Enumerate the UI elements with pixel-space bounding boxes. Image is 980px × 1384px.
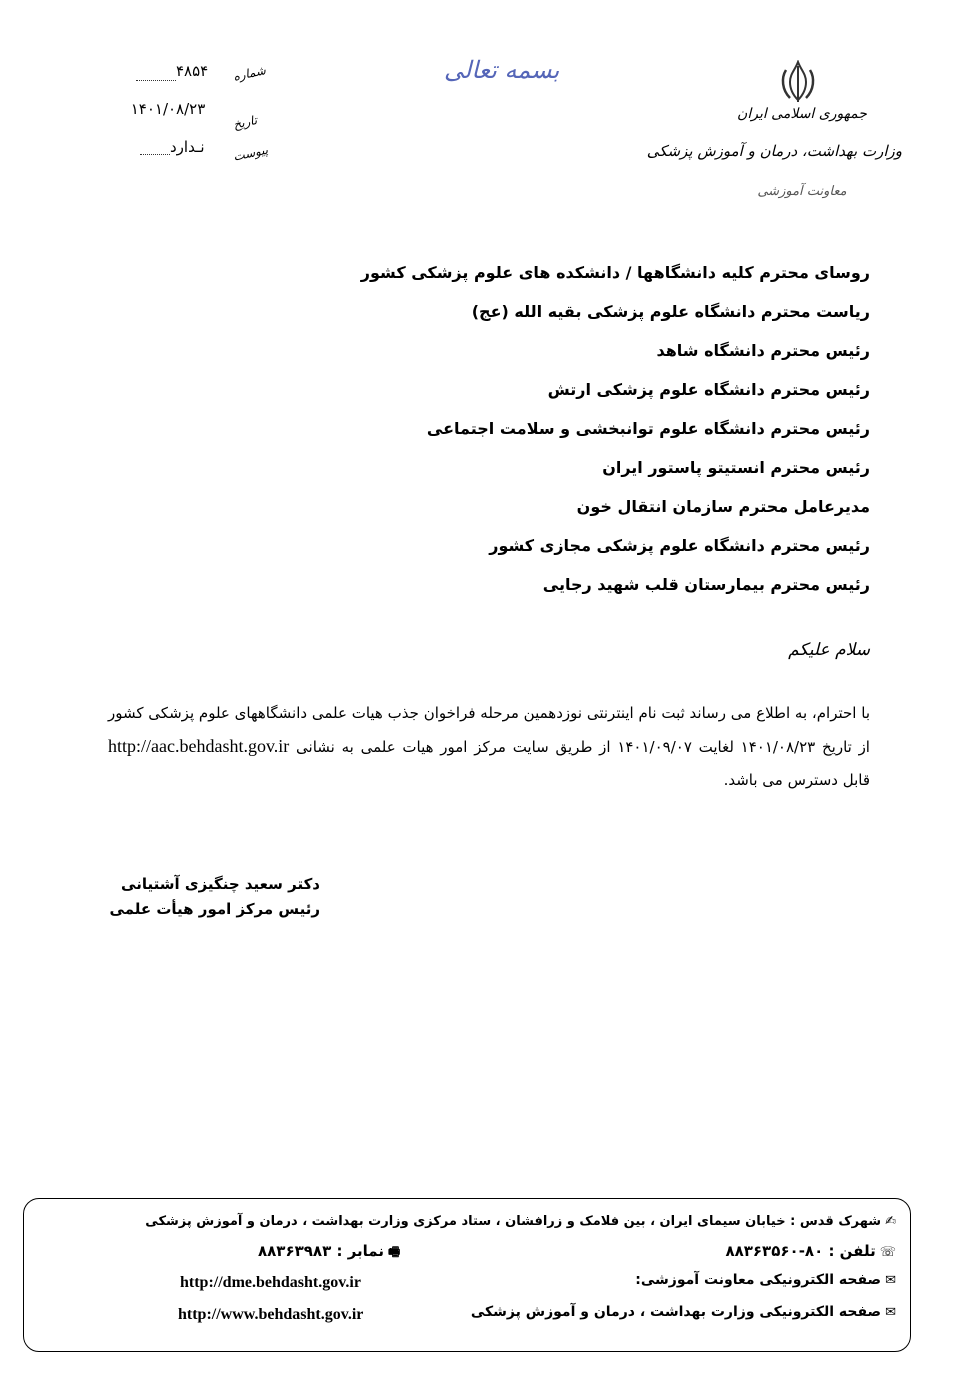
footer-ministry-label-text: صفحه الکترونیکی وزارت بهداشت ، درمان و آموزش پزشکی: [470, 1304, 882, 1320]
iran-emblem-icon: [778, 60, 818, 104]
footer-address: [145, 1214, 896, 1229]
footer-fax-text: نمابر : ۸۸۳۶۳۹۸۳: [258, 1242, 384, 1260]
footer-ministry-url-link[interactable]: http://www.behdasht.gov.ir: [178, 1306, 364, 1323]
recipient-line: ریاست محترم دانشگاه علوم پزشکی بقیه الله (عج): [471, 302, 870, 321]
footer-edu-url-link[interactable]: http://dme.behdasht.gov.ir: [180, 1274, 361, 1291]
number-label: شماره: [232, 63, 267, 84]
body-text-main: با احترام، به اطلاع می رساند ثبت نام اینترنتی نوزدهمین مرحله فراخوان جذب هیات علمی دانشگاههای علوم پزشکی کشور از تاریخ ۱۴۰۱/۰۸/۲۳ لغایت ۱۴۰۱/۰۹/۰۷ از طریق سایت مرکز امور هیات علمی به نشانی: [108, 704, 870, 756]
attachment-value: نـدارد: [170, 138, 205, 156]
ministry-line-deputy: معاونت آموزشی: [757, 184, 847, 199]
body-text-end: قابل دسترس می باشد.: [723, 771, 870, 789]
footer-address-text: شهرک قدس : خیابان سیمای ایران ، بین فلامک و زرافشان ، ستاد مرکزی وزارت بهداشت ، درمان و آموزش پزشکی: [145, 1214, 882, 1229]
envelope-icon: ✉: [885, 1273, 896, 1288]
footer-ministry-label: [471, 1304, 896, 1320]
letter-body: [108, 697, 870, 797]
number-value: ۴۸۵۴: [176, 62, 209, 80]
ministry-line-ministry: وزارت بهداشت، درمان و آموزش پزشکی: [646, 142, 902, 160]
ministry-line-country: جمهوری اسلامی ایران: [737, 106, 867, 122]
recipient-line: رئیس محترم دانشگاه شاهد: [656, 341, 870, 360]
footer-edu-label: [635, 1272, 896, 1288]
recipient-line: رئیس محترم دانشگاه علوم توانبخشی و سلامت اجتماعی: [426, 419, 870, 438]
signatory-name: دکتر سعید چنگیزی آشتیانی: [121, 875, 320, 893]
recipient-line: مدیرعامل محترم سازمان انتقال خون: [576, 497, 870, 516]
recipient-list: [310, 258, 870, 609]
footer-phone-text: تلفن : ۸۰-۸۸۳۶۳۵۶۰: [725, 1242, 876, 1260]
signatory-title: رئیس مرکز امور هیأت علمی: [109, 900, 320, 918]
body-url-link[interactable]: http://aac.behdasht.gov.ir: [108, 736, 290, 756]
attachment-label: پیوست: [232, 142, 270, 164]
recipient-line: رئیس محترم بیمارستان قلب شهید رجایی: [542, 575, 870, 594]
fax-icon: 🖷: [387, 1245, 401, 1260]
footer-fax: [258, 1242, 400, 1265]
footer-phone: [725, 1242, 896, 1260]
phone-icon: ☏: [879, 1245, 896, 1260]
recipient-line: روسای محترم کلیه دانشگاهها / دانشکده های علوم پزشکی کشور: [360, 263, 870, 282]
footer-edu-label-text: صفحه الکترونیکی معاونت آموزشی:: [635, 1272, 882, 1288]
attachment-dots: [140, 154, 170, 155]
envelope-icon: ✉: [885, 1305, 896, 1320]
recipient-line: رئیس محترم انستیتو پاستور ایران: [602, 458, 870, 477]
bismillah-heading: بسمه تعالی: [444, 56, 560, 84]
date-value: ۱۴۰۱/۰۸/۲۳: [130, 100, 206, 118]
recipient-line: رئیس محترم دانشگاه علوم پزشکی مجازی کشور: [489, 536, 870, 555]
date-label: تاریخ: [232, 113, 259, 132]
salutation: سلام علیکم: [788, 640, 870, 660]
pen-icon: ✍: [885, 1214, 896, 1229]
number-dots: [136, 80, 176, 81]
recipient-line: رئیس محترم دانشگاه علوم پزشکی ارتش: [547, 380, 870, 399]
